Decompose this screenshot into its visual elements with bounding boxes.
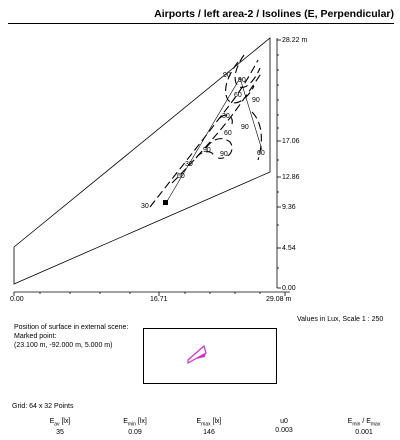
external-scene-box [143,328,277,384]
marked-point-coordinates: (23.100 m, -92.000 m, 5.000 m) [14,342,113,349]
marked-point [163,200,168,205]
isoline-label: 60 [234,92,242,99]
stat-emin-value: 0.09 [128,429,142,437]
stat-u0 [254,418,314,434]
marked-point-label: Marked point: [14,333,57,340]
isoline-label: 60 [257,150,265,157]
stat-eav-label: $E_{av}$ [lx] [49,418,71,428]
stat-emax-value: 146 [203,429,215,437]
stat-emax-label: $E_{max}$ [lx] [196,418,222,428]
stat-emax [179,418,239,436]
isoline-label: 90 [220,151,228,158]
scene-surface-marker [188,346,206,363]
y-tick-label: 12.86 [282,174,300,181]
isoline-label: 90 [223,72,231,79]
x-tick-label: 0.00 [10,296,24,303]
page-title: Isolines (E, Perpendicular) [262,8,394,20]
values-scale-text: Values in Lux, Scale 1 : 250 [297,316,384,323]
stat-eav [30,418,90,436]
grid-info: Grid: 64 x 32 Points [12,403,74,410]
stat-eav-value: 35 [56,429,64,437]
isoline-label: 60 [224,130,232,137]
x-tick-label: 16.71 [150,296,168,303]
y-tick-label: 28.22 m [282,37,308,44]
stat-u0-label: u0 [280,418,288,425]
isoline-label: 90 [238,77,246,84]
y-tick-label: 4.54 [282,245,296,252]
stat-ratio-value: 0.001 [355,429,373,437]
breadcrumb: Airports / left area-2 / [154,8,263,20]
stat-u0-value: 0.003 [275,427,293,434]
y-tick-label: 17.06 [282,138,300,145]
stat-ratio [334,418,394,436]
isoline-label: 90 [203,147,211,154]
stat-emin-label: $E_{min}$ [lx] [123,418,147,428]
isoline-label: 30 [185,161,193,168]
stat-ratio-label: $E_{min} / E_{max}$ [347,418,381,428]
isoline-label: 30 [141,203,149,210]
stat-emin [105,418,165,436]
x-tick-label: 29.08 m [266,296,292,303]
isoline-label: 90 [241,124,249,131]
surface-fold [166,78,262,203]
y-tick-label: 0.00 [282,285,296,292]
isoline-label: 60 [177,173,185,180]
isoline-label: 90 [252,97,260,104]
surface-outline [14,38,270,284]
position-heading: Position of surface in external scene: [14,324,129,331]
y-axis [277,38,281,288]
y-tick-label: 9.36 [282,204,296,211]
isoline-label: 30 [222,113,230,120]
